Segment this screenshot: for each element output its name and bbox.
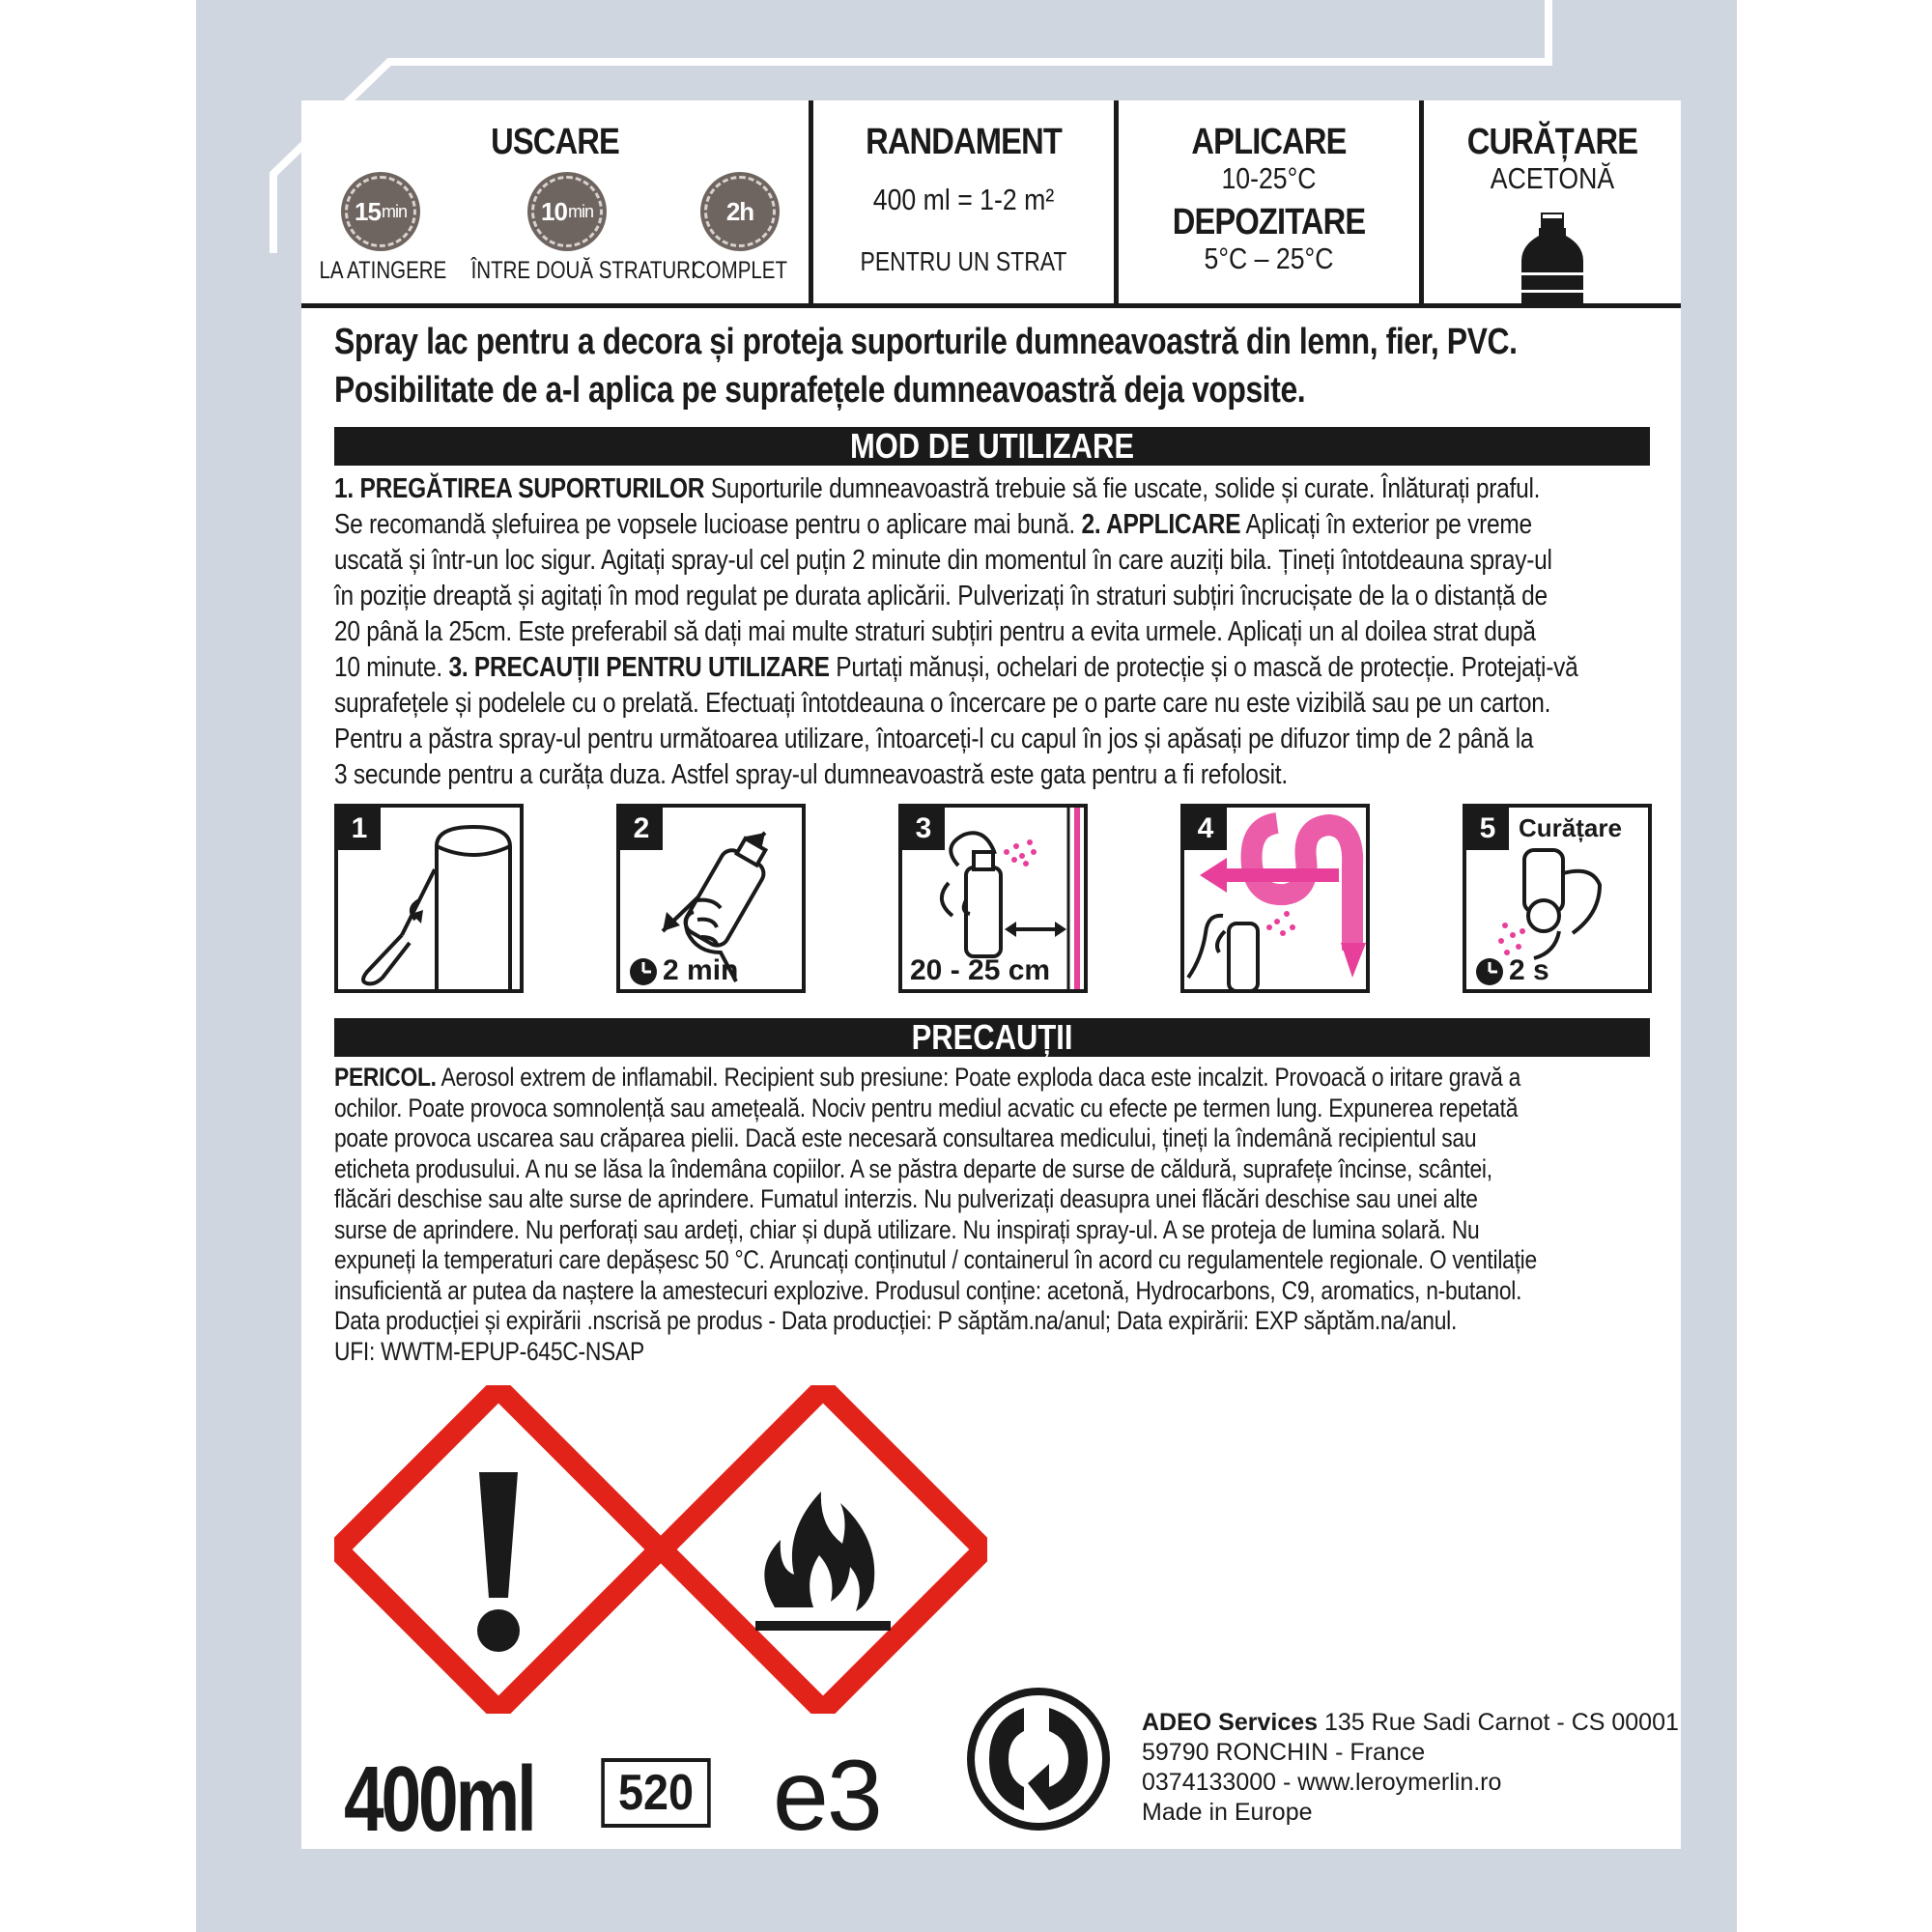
text-line (334, 1337, 1446, 1368)
drying-cell (301, 100, 809, 303)
company-name: ADEO Services (1142, 1709, 1319, 1736)
usage-text (334, 471, 1650, 793)
bold-run: PERICOL. (334, 1063, 437, 1092)
step-2 (616, 804, 806, 993)
address-line: 59790 RONCHIN - France (1142, 1739, 1426, 1766)
step-label: 2 s (1509, 954, 1549, 986)
code-box: 520 (601, 1758, 710, 1828)
yield-value: 400 ml = 1-2 m² (872, 183, 1055, 216)
application-range: 10-25°C (1221, 161, 1317, 195)
text-line (334, 1245, 1537, 1276)
product-label (301, 100, 1681, 1852)
text-line (334, 579, 1548, 614)
nozzle-clean-icon (1466, 808, 1648, 989)
product-description (334, 318, 1650, 414)
step-number: 2 (620, 808, 663, 850)
green-dot-icon (966, 1687, 1111, 1832)
text-line (334, 757, 1446, 793)
text-line (334, 614, 1536, 650)
storage-range: 5°C – 25°C (1204, 242, 1334, 275)
text-run: flăcări deschise sau alte surse de aprindere. Fumatul interzis. Nu pulverizați deasupra unei flăcări deschise sau unei alte (334, 1184, 1478, 1213)
yield-cell (813, 100, 1114, 303)
cross-coats-icon (1184, 808, 1366, 989)
text-run: Suporturile dumneavoastră trebuie să fie uscate, solide și curate. Înlăturați praful. (704, 473, 1541, 504)
text-run: ochilor. Poate provoca somnolență sau amețeală. Nociv pentru mediul acvatic cu efecte pe termen lung. Expunerea repetată (334, 1093, 1519, 1122)
manufacturer-address (1142, 1708, 1679, 1828)
clock-value: 2h (725, 196, 754, 226)
step-title: Curățare (1519, 813, 1622, 842)
clock-icon (341, 172, 420, 251)
flame-hazard-icon (659, 1385, 987, 1714)
text-line (334, 650, 1578, 686)
text-run: Purtați mănuși, ochelari de protecție și o mască de protecție. Protejați-vă (829, 652, 1578, 683)
step-number: 5 (1466, 808, 1509, 850)
yield-title: RANDAMENT (866, 122, 1062, 162)
description-line: Spray lac pentru a decora și proteja suporturile dumneavoastră din lemn, fier, PVC. (334, 322, 1518, 362)
cleaning-cell (1424, 100, 1681, 303)
bold-run: 1. PREGĂTIREA SUPORTURILOR (334, 473, 705, 504)
text-run: UFI: WWTM-EPUP-645C-NSAP (334, 1336, 644, 1366)
text-run: insuficientă ar putea da naștere la amestecuri explozive. Produsul conține: acetonă, Hydrocarbons, C9, aromatics, n-butanol. (334, 1275, 1522, 1305)
address-line: 0374133000 - www.leroymerlin.ro (1142, 1769, 1502, 1796)
text-run: Pentru a păstra spray-ul pentru următoarea utilizare, întoarceți-l cu capul în jos și apăsați pe difuzor timp de 2 până la (334, 724, 1534, 754)
storage-title: DEPOZITARE (1172, 202, 1366, 242)
estimated-sign: e3 (773, 1740, 881, 1852)
clock-icon (700, 172, 780, 251)
text-line (334, 471, 1541, 507)
address-street: 135 Rue Sadi Carnot - CS 00001 (1318, 1709, 1679, 1736)
drying-title: USCARE (491, 122, 619, 162)
usage-title-bar (334, 427, 1650, 466)
text-run: eticheta produsului. A nu se lăsa la îndemâna copiilor. A se păstra departe de surse de căldură, suprafețe încinse, scântei, (334, 1153, 1492, 1183)
sanding-icon (338, 808, 520, 989)
text-run: 10 minute. (334, 652, 449, 683)
address-line (1142, 1708, 1679, 1738)
text-line (334, 1153, 1492, 1185)
clock-value: 15 (355, 196, 381, 226)
text-run: în poziție dreaptă și agitați în mod regulat pe durata aplicării. Pulverizați în straturi subțiri încrucișate de la o distanță de (334, 581, 1548, 611)
text-line (334, 1275, 1522, 1307)
text-line (334, 507, 1532, 543)
text-line (334, 1306, 1458, 1337)
clock-icon (527, 172, 607, 251)
text-line (334, 1063, 1521, 1094)
step-5 (1463, 804, 1652, 993)
exclamation-hazard-icon (334, 1385, 663, 1714)
text-run: poate provoca uscarea sau crăparea pielii. Dacă este necesară consultarea medicului, țineți la îndemână recipientul sau (334, 1123, 1477, 1152)
text-line (334, 543, 1552, 579)
text-line (334, 722, 1534, 757)
address-line: Made in Europe (1142, 1799, 1313, 1826)
text-run: uscată și într-un loc sigur. Agitați spray-ul cel puțin 2 minute din momentul în care auziți bila. Țineți întotdeauna spray-ul (334, 545, 1552, 576)
application-cell (1119, 100, 1419, 303)
text-run: 20 până la 25cm. Este preferabil să dați mai multe straturi subțiri pentru a evita urmele. Aplicați un al doilea strat după (334, 616, 1536, 647)
precautions-text (334, 1063, 1650, 1367)
step-number: 4 (1184, 808, 1227, 850)
clock-caption: ÎNTRE DOUĂ STRATURI (470, 257, 696, 284)
yield-note: PENTRU UN STRAT (860, 246, 1067, 276)
application-title: APLICARE (1191, 122, 1347, 162)
clock-caption: LA ATINGERE (319, 257, 447, 284)
bold-run: 2. APPLICARE (1081, 509, 1241, 540)
precautions-title: PRECAUȚII (911, 1017, 1073, 1057)
bottle-icon (1514, 213, 1591, 309)
text-line (334, 1214, 1480, 1246)
text-run: expuneți la temperaturi care depășesc 50 °C. Aruncați conținutul / containerul în acord cu regulamentele regionale. O ventilație (334, 1245, 1537, 1274)
text-run: Data producției și expirării .nscrisă pe produs - Data producției: P săptăm.na/anul; Data expirării: EXP săptăm.na/anul. (334, 1306, 1458, 1335)
text-line (334, 1184, 1478, 1215)
step-label: 20 - 25 cm (910, 954, 1051, 986)
usage-title: MOD DE UTILIZARE (849, 426, 1135, 466)
cleaning-agent: ACETONĂ (1490, 161, 1615, 195)
text-line (334, 1093, 1519, 1124)
step-4 (1180, 804, 1370, 993)
step-number: 1 (338, 808, 381, 850)
step-label: 2 min (663, 954, 739, 986)
bold-run: 3. PRECAUȚII PENTRU UTILIZARE (448, 652, 830, 683)
text-run: suprafețele și podelele cu o prelată. Efectuați întotdeauna o încercare pe o parte care nu este vizibilă sau pe un carton. (334, 688, 1551, 719)
text-line (334, 1123, 1477, 1154)
volume-label: 400ml (344, 1747, 534, 1851)
precautions-title-bar (334, 1018, 1650, 1057)
description-line: Posibilitate de a-l aplica pe suprafețele dumneavoastră deja vopsite. (334, 370, 1306, 411)
text-run: surse de aprindere. Nu perforați sau ardeți, chiar și după utilizare. Nu inspirați spray-ul. A se proteja de lumina solară. Nu (334, 1214, 1480, 1244)
step-3 (898, 804, 1088, 993)
text-run: Aerosol extrem de inflamabil. Recipient sub presiune: Poate exploda daca este incalzit. Provoacă o iritare gravă a (436, 1063, 1521, 1092)
info-header (301, 100, 1681, 308)
text-line (334, 686, 1551, 722)
step-1 (334, 804, 524, 993)
text-run: Se recomandă șlefuirea pe vopsele lucioase pentru o aplicare mai bună. (334, 509, 1082, 540)
text-run: 3 secunde pentru a curăța duza. Astfel spray-ul dumneavoastră este gata pentru a fi refolosit. (334, 759, 1288, 790)
text-run: Aplicați în exterior pe vreme (1240, 509, 1532, 540)
clock-caption: COMPLET (691, 257, 787, 284)
clock-unit: min (567, 201, 593, 221)
step-number: 3 (902, 808, 945, 850)
cleaning-title: CURĂȚARE (1466, 122, 1638, 162)
clock-value: 10 (541, 196, 567, 226)
clock-unit: min (381, 201, 407, 221)
